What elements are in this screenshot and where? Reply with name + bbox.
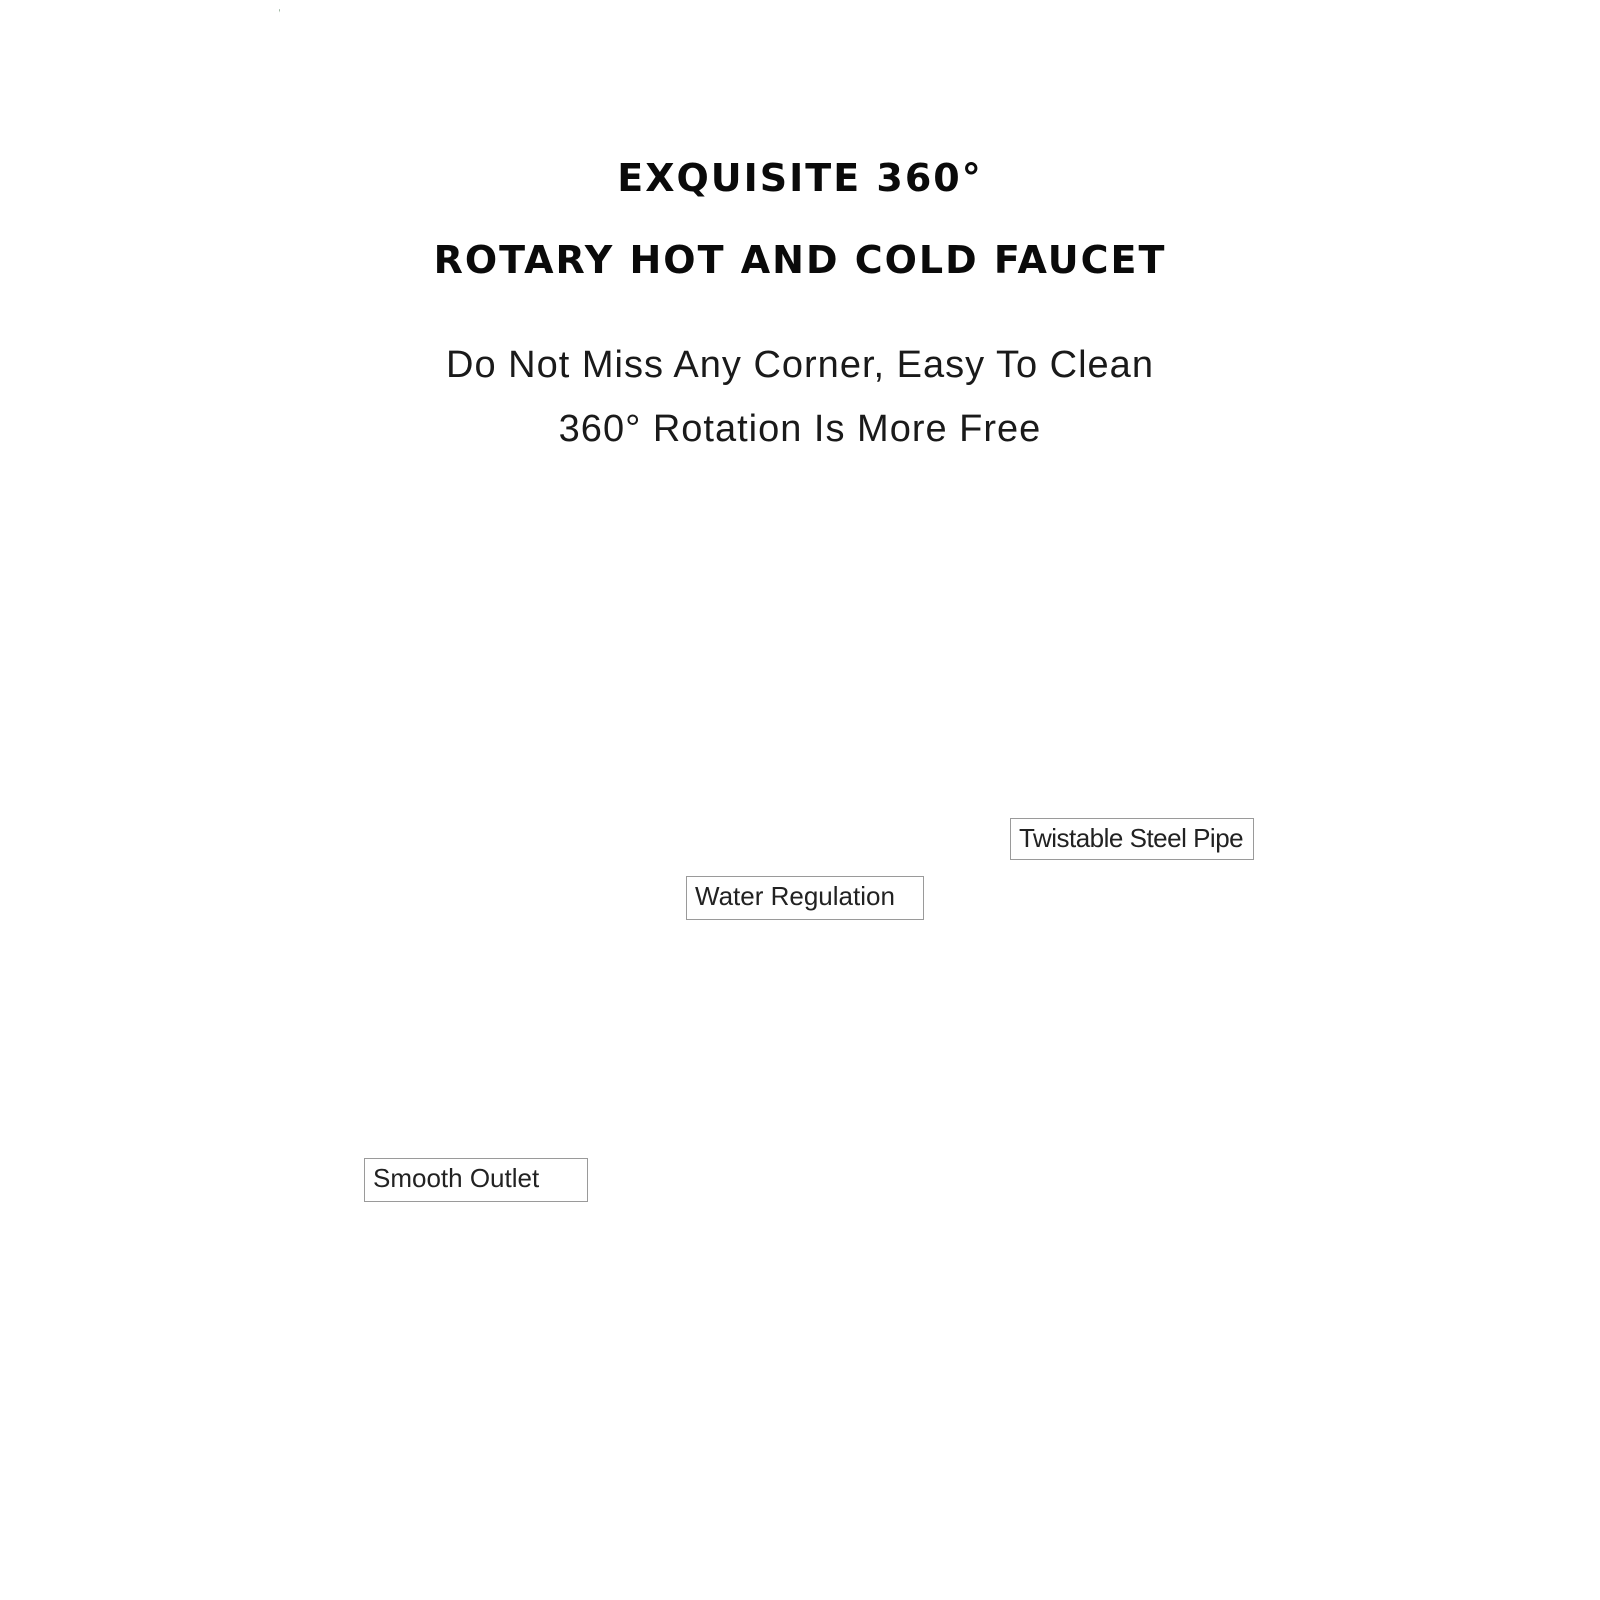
content-panel: [280, 0, 1320, 1600]
headline-line-2: ROTARY HOT AND COLD FAUCET: [433, 238, 1167, 282]
subheadline-line-1: Do Not Miss Any Corner, Easy To Clean: [446, 344, 1154, 386]
headline-line-1: EXQUISITE 360°: [617, 156, 983, 200]
callout-smooth-outlet: Smooth Outlet: [364, 1158, 588, 1202]
callout-twistable-steel-pipe: Twistable Steel Pipe: [1010, 818, 1254, 860]
subheadline-line-2: 360° Rotation Is More Free: [558, 408, 1042, 450]
callout-water-regulation: Water Regulation: [686, 876, 924, 920]
